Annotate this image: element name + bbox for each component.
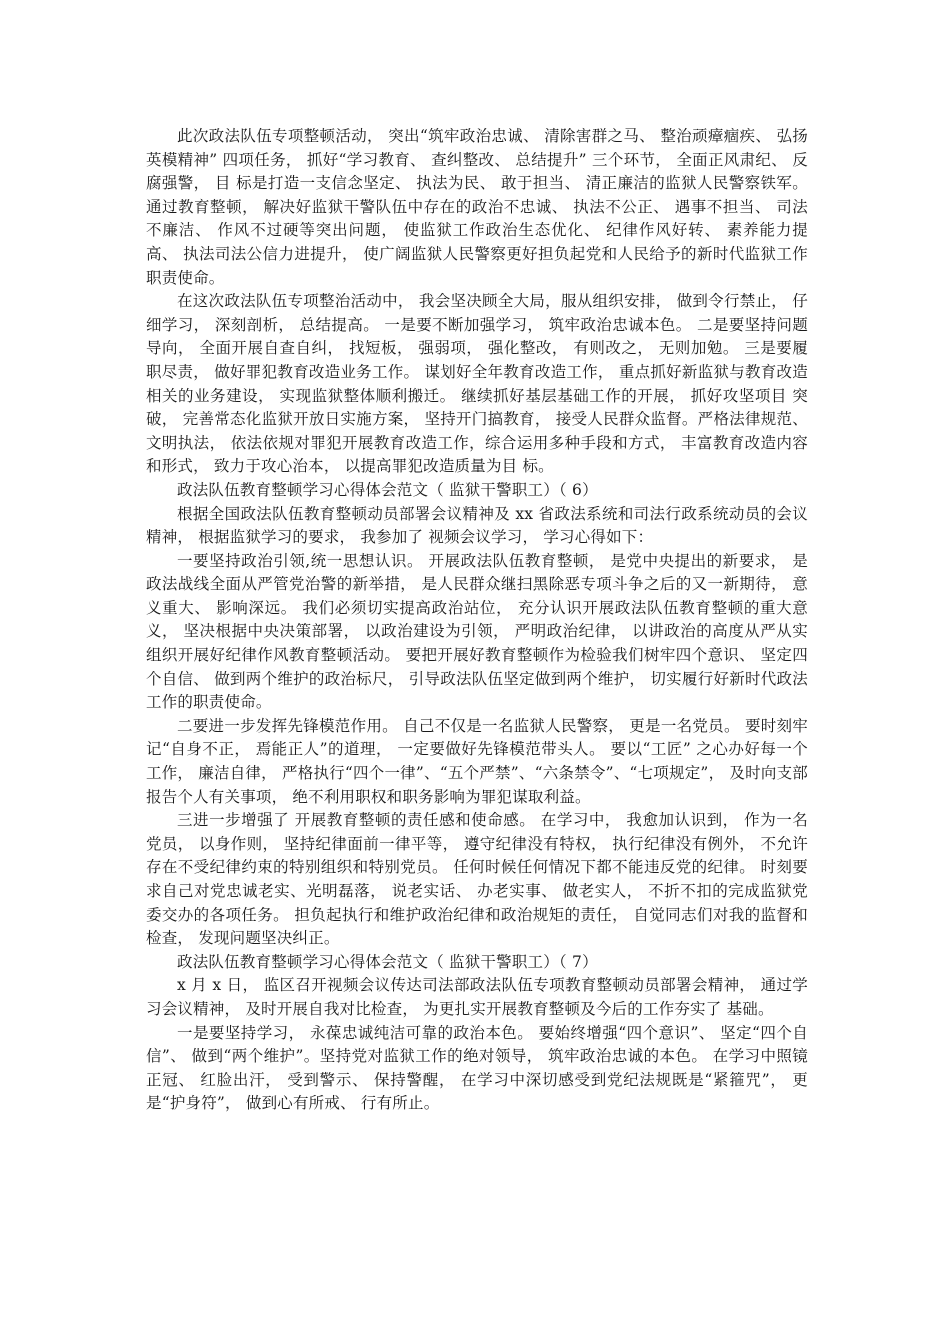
paragraph-video-meeting: x 月 x 日， 监区召开视频会议传达司法部政法队伍专项教育整顿动员部署会精神， 通过学习会议精神， 及时开展自我对比检查， 为更扎实开展教育整顿及今后的工作夯实了 基础。 [146,976,808,1018]
paragraph-vanguard-role: 二要进一步发挥先锋模范作用。 自己不仅是一名监狱人民警察， 更是一名党员。 要时刻牢记“自身不正， 焉能正人”的道理， 一定要做好先锋模范带头人。 要以“工匠” 之心办好每一个工作， 廉洁自律， 严格执行“四个一律”、“五个严禁”、“六条禁令”、“七项规定”， 及时向支部报告个人有关事项， 绝不利用职权和职务影响为罪犯谋取利益。 [146,716,808,806]
paragraph-responsibility: 三进一步增强了 开展教育整顿的责任感和使命感。 在学习中， 我愈加认识到， 作为一名党员， 以身作则， 坚持纪律面前一律平等， 遵守纪律没有特权， 执行纪律没有例外， 不允许存在不受纪律约束的特别组织和特别党员。 任何时候任何情况下都不能违反党的纪律。 时刻要求自己对党忠诚老实、光明磊落， 说老实话、 办老实事、 做老实人， 不折不扣的完成监狱党委交办的各项任务。 担负起执行和维护政治纪律和政治规矩的责任， 自觉同志们对我的监督和检查， 发现问题坚决纠正。 [146,811,808,948]
paragraph-rectification-activity: 此次政法队伍专项整顿活动， 突出“筑牢政治忠诚、 清除害群之马、 整治顽瘴痼疾、 弘扬英模精神” 四项任务， 抓好“学习教育、 查纠整改、 总结提升” 三个环节， 全面正风肃纪、 反腐强警， 目 标是打造一支信念坚定、 执法为民、 敢于担当、 清正廉洁的监狱人民警察铁军。 通过教育整顿， 解决好监狱干警队伍中存在的政治不忠诚、 执法不公正、 遇事不担当、 司法不廉洁、 作风不过硬等突出问题， 使监狱工作政治生态优化、 纪律作风好转、 素养能力提高、 执法司法公信力进提升， 使广阔监狱人民警察更好担负起党和人民给予的新时代监狱工作职责使命。 [146,127,808,287]
section-heading-6: 政法队伍教育整顿学习心得体会范文（ 监狱干警职工）（ 6） [177,480,598,499]
paragraph-personal-commitment: 在这次政法队伍专项整治活动中， 我会坚决顾全大局，服从组织安排， 做到令行禁止， 仔细学习， 深刻剖析， 总结提高。 一是要不断加强学习， 筑牢政治忠诚本色。 二是要坚持问题导向， 全面开展自查自纠， 找短板， 强弱项， 强化整改， 有则改之， 无则加勉。 三是要履职尽责， 做好罪犯教育改造业务工作。 谋划好全年教育改造工作， 重点抓好新监狱与教育改造相关的业务建设， 实现监狱整体顺利搬迁。 继续抓好基层基础工作的开展， 抓好攻坚项目 突破， 完善常态化监狱开放日实施方案， 坚持开门搞教育， 接受人民群众监督。严格法律规范、 文明执法， 依法依规对罪犯开展教育改造工作，综合运用多种手段和方式， 丰富教育改造内容和形式， 致力于攻心治本， 以提高罪犯改造质量为目 标。 [146,292,808,476]
paragraph-meeting-spirit: 根据全国政法队伍教育整顿动员部署会议精神及 xx 省政法系统和司法行政系统动员的会议精神， 根据监狱学习的要求， 我参加了 视频会议学习， 学习心得如下： [146,504,808,547]
document-body [146,125,808,1116]
paragraph-keep-learning: 一是要坚持学习， 永葆忠诚纯洁可靠的政治本色。 要始终增强“四个意识”、 坚定“四个自信”、 做到“两个维护”。坚持党对监狱工作的绝对领导， 筑牢政治忠诚的本色。 在学习中照镜正冠、 红脸出汗， 受到警示、 保持警醒， 在学习中深切感受到党纪法规既是“紧箍咒”， 更是“护身符”， 做到心有所戒、 行有所止。 [146,1023,808,1113]
section-heading-7: 政法队伍教育整顿学习心得体会范文（ 监狱干警职工）（ 7） [177,952,598,971]
paragraph-political-guidance: 一要坚持政治引领,统一思想认识。 开展政法队伍教育整顿， 是党中央提出的新要求， 是政法战线全面从严管党治警的新举措， 是人民群众继扫黑除恶专项斗争之后的又一新期待， 意义重大、 影响深远。 我们必须切实提高政治站位， 充分认识开展政法队伍教育整顿的重大意义， 坚决根据中央决策部署， 以政治建设为引领， 严明政治纪律， 以讲政治的高度从严从实组织开展好纪律作风教育整顿活动。 要把开展好教育整顿作为检验我们树牢四个意识、 坚定四个自信、 做到两个维护的政治标尺， 引导政法队伍坚定做到两个维护， 切实履行好新时代政法工作的职责使命。 [146,551,808,712]
